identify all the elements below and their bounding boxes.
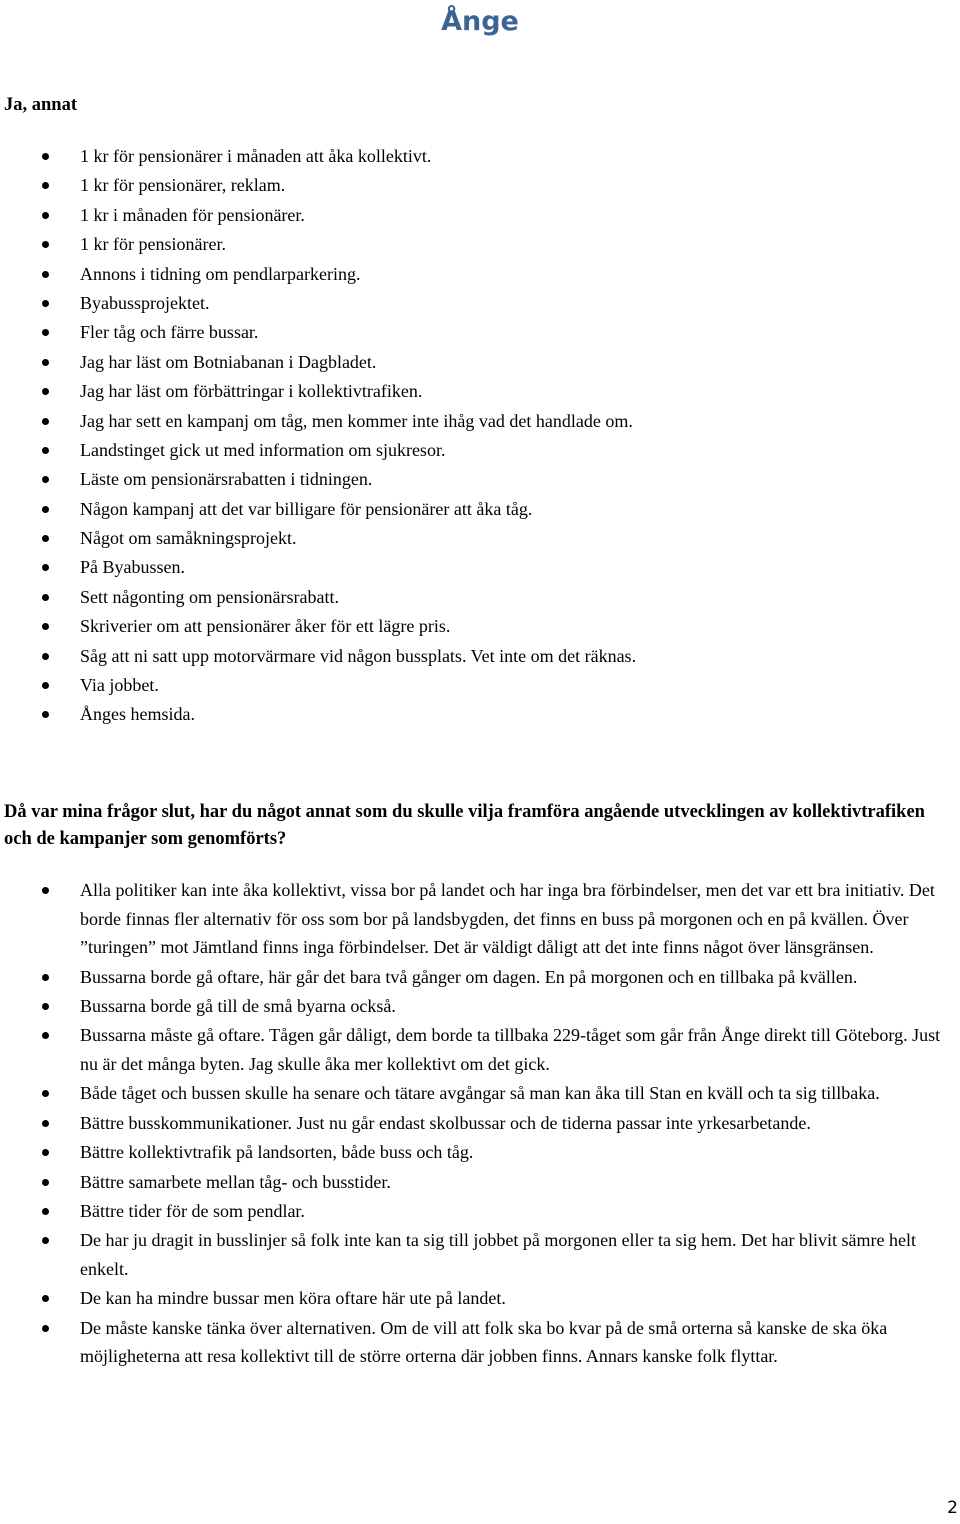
bullet-icon [42, 1120, 49, 1127]
list-item [0, 260, 960, 289]
bullet-list-answers [0, 876, 960, 1372]
bullet-icon [42, 535, 49, 542]
bullet-icon [42, 653, 49, 660]
bullet-icon [42, 241, 49, 248]
bullet-icon [42, 623, 49, 630]
bullet-icon [42, 682, 49, 689]
list-item-text: Bussarna måste gå oftare. Tågen går dåligt, dem borde ta tillbaka 229-tåget som går från Ånge direkt till Göteborg. Just nu är det många byten. Jag skulle åka mer kollektivt om det gick. [80, 1025, 941, 1074]
list-item [0, 992, 960, 1021]
list-item [0, 963, 960, 992]
bullet-icon [42, 1295, 49, 1302]
list-item-text: Bättre tider för de som pendlar. [80, 1200, 305, 1221]
list-item-text: 1 kr för pensionärer i månaden att åka kollektivt. [80, 146, 432, 166]
list-item-text: Bättre samarbete mellan tåg- och busstider. [80, 1171, 391, 1192]
list-item-text: Sett någonting om pensionärsrabatt. [80, 586, 339, 607]
list-item [0, 201, 960, 230]
list-item [0, 642, 960, 671]
list-item-text: Bussarna borde gå till de små byarna också. [80, 995, 396, 1016]
page-number: 2 [947, 1498, 958, 1518]
bullet-icon [42, 1090, 49, 1097]
list-item [0, 524, 960, 553]
list-item-text: Via jobbet. [80, 675, 159, 696]
list-item-text: Landstinget gick ut med information om sjukresor. [80, 439, 446, 460]
page-title: Ånge [441, 6, 519, 37]
list-item [0, 1197, 960, 1226]
bullet-icon [42, 182, 49, 189]
list-item-text: Fler tåg och färre bussar. [80, 322, 259, 343]
bullet-icon [42, 1003, 49, 1010]
list-item-text: Byabussprojektet. [80, 292, 210, 313]
bullet-icon [42, 1032, 49, 1039]
list-item [0, 1284, 960, 1313]
list-item-text: Bättre busskommunikationer. Just nu går endast skolbussar och de tiderna passar inte yrkesarbetande. [80, 1112, 811, 1133]
bullet-icon [42, 887, 49, 894]
list-item-text: 1 kr för pensionärer. [80, 234, 226, 255]
list-item [0, 1168, 960, 1197]
list-item [0, 1138, 960, 1167]
bullet-icon [42, 153, 49, 160]
list-item-text: 1 kr för pensionärer, reklam. [80, 175, 286, 196]
list-item-text: Bussarna borde gå oftare, här går det bara två gånger om dagen. En på morgonen och en tillbaka på kvällen. [80, 966, 858, 987]
list-item [0, 1226, 960, 1283]
list-item-text: Något om samåkningsprojekt. [80, 528, 297, 549]
list-item-text: Bättre kollektivtrafik på landsorten, både buss och tåg. [80, 1142, 474, 1163]
bullet-icon [42, 388, 49, 395]
list-item [0, 348, 960, 377]
list-item [0, 436, 960, 465]
bullet-icon [42, 1325, 49, 1332]
bullet-icon [42, 418, 49, 425]
section-heading-ja-annat: Ja, annat [4, 95, 77, 115]
bullet-icon [42, 974, 49, 981]
list-item [0, 171, 960, 200]
list-item-text: Läste om pensionärsrabatten i tidningen. [80, 469, 373, 490]
list-item-text: Annons i tidning om pendlarparkering. [80, 263, 361, 284]
list-item [0, 289, 960, 318]
list-item [0, 1109, 960, 1138]
list-item-text: Alla politiker kan inte åka kollektivt, vissa bor på landet och har inga bra förbindelser, men det var ett bra initiativ. Det borde finnas fler alternativ för oss som bor på landsbygden, det finns en buss på morgonen och en på kvällen. Över ”turingen” mot Jämtland finns inga förbindelser. Det är väldigt dåligt att det inte finns något över länsgränsen. [80, 880, 935, 958]
list-item-text: 1 kr i månaden för pensionärer. [80, 204, 305, 225]
bullet-icon [42, 359, 49, 366]
section-heading-question: Då var mina frågor slut, har du något annat som du skulle vilja framföra angående utvecklingen av kollektivtrafiken och de kampanjer som genomförts? [4, 802, 925, 849]
bullet-icon [42, 564, 49, 571]
list-item-text: Jag har läst om Botniabanan i Dagbladet. [80, 351, 377, 372]
list-item [0, 407, 960, 436]
bullet-icon [42, 1179, 49, 1186]
bullet-icon [42, 271, 49, 278]
list-item [0, 495, 960, 524]
bullet-icon [42, 329, 49, 336]
list-item-text: Såg att ni satt upp motorvärmare vid någon bussplats. Vet inte om det räknas. [80, 645, 637, 666]
list-item-text: På Byabussen. [80, 557, 185, 578]
bullet-list-ja-annat [0, 142, 960, 730]
list-item [0, 553, 960, 582]
list-item-text: Ånges hemsida. [80, 704, 195, 725]
bullet-icon [42, 447, 49, 454]
list-item-text: Jag har läst om förbättringar i kollektivtrafiken. [80, 381, 423, 402]
bullet-icon [42, 506, 49, 513]
bullet-icon [42, 1237, 49, 1244]
list-item [0, 612, 960, 641]
list-item [0, 876, 960, 962]
list-item-text: De kan ha mindre bussar men köra oftare här ute på landet. [80, 1288, 506, 1309]
bullet-icon [42, 476, 49, 483]
list-item-text: Både tåget och bussen skulle ha senare och tätare avgångar så man kan åka till Stan en kväll och ta sig tillbaka. [80, 1083, 880, 1104]
list-item-text: De måste kanske tänka över alternativen. Om de vill att folk ska bo kvar på de små orterna så kanske de ska öka möjligheterna att resa kollektivt till de större orterna där jobben finns. Annars kanske folk flyttar. [80, 1317, 888, 1367]
bullet-icon [42, 594, 49, 601]
list-item [0, 142, 960, 171]
list-item-text: Skriverier om att pensionärer åker för ett lägre pris. [80, 616, 451, 637]
list-item [0, 1079, 960, 1108]
bullet-icon [42, 711, 49, 718]
bullet-icon [42, 212, 49, 219]
bullet-icon [42, 1208, 49, 1215]
bullet-icon [42, 300, 49, 307]
list-item [0, 700, 960, 729]
list-item-text: Någon kampanj att det var billigare för pensionärer att åka tåg. [80, 498, 533, 519]
list-item [0, 1314, 960, 1371]
list-item-text: Jag har sett en kampanj om tåg, men kommer inte ihåg vad det handlade om. [80, 410, 633, 431]
list-item [0, 1021, 960, 1078]
list-item [0, 318, 960, 347]
list-item-text: De har ju dragit in busslinjer så folk inte kan ta sig till jobbet på morgonen eller ta sig hem. Det har blivit sämre helt enkelt. [80, 1230, 916, 1279]
list-item [0, 230, 960, 259]
bullet-icon [42, 1149, 49, 1156]
list-item [0, 377, 960, 406]
list-item [0, 583, 960, 612]
list-item [0, 671, 960, 700]
list-item [0, 465, 960, 494]
